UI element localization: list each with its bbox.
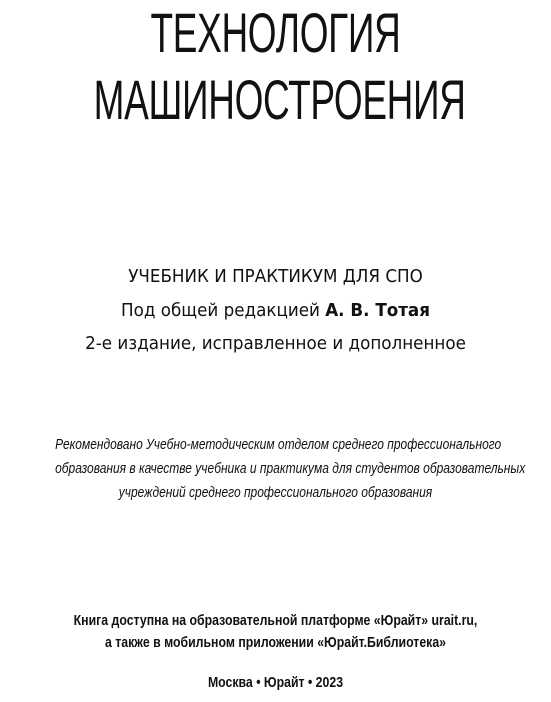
- recommendation-line-3: учреждений среднего профессионального образования: [118, 484, 433, 501]
- availability-line-2: а также в мобильном приложении «Юрайт.Библиотека»: [104, 634, 447, 651]
- availability-line-1: Книга доступна на образовательной платформе «Юрайт» urait.ru,: [73, 612, 478, 629]
- editor-prefix: Под общей редакцией: [121, 300, 326, 321]
- editor-line: [19, 300, 531, 322]
- book-title-line-1: ТЕХНОЛОГИЯ: [150, 1, 401, 64]
- recommendation-line-1: Рекомендовано Учебно-методическим отделом среднего профессионального: [55, 436, 502, 453]
- book-type: УЧЕБНИК И ПРАКТИКУМ ДЛЯ СПО: [128, 266, 423, 287]
- editor-name: А. В. Тотая: [325, 300, 430, 321]
- book-title-line-2: МАШИНОСТРОЕНИЯ: [93, 68, 466, 131]
- recommendation-line-2: образования в качестве учебника и практикума для студентов образовательных: [55, 460, 526, 477]
- edition-info: 2-е издание, исправленное и дополненное: [85, 333, 466, 354]
- imprint: Москва • Юрайт • 2023: [207, 674, 344, 691]
